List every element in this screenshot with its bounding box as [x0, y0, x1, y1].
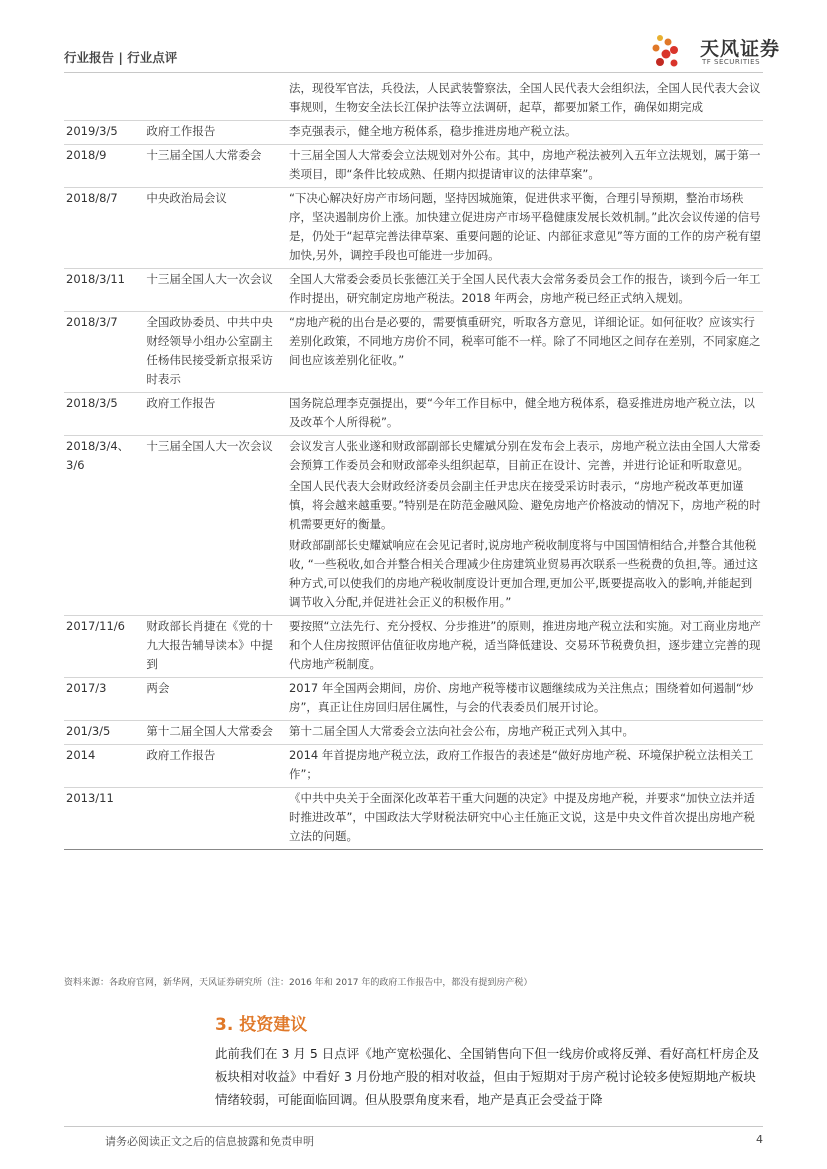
- footer-disclaimer: 请务必阅读正文之后的信息披露和免责申明: [105, 1135, 314, 1148]
- row-content-paragraph: 要按照“立法先行、充分授权、分步推进”的原则，推进房地产税立法和实施。对工商业房地产和个人住房按照评估值征收房地产税，适当降低建设、交易环节税费负担，逐步建立完善的现代房地产税制度。: [288, 619, 761, 671]
- footer-divider: [64, 1126, 763, 1127]
- investment-paragraph: 此前我们在 3 月 5 日点评《地产宽松强化、全国销售向下但一线房价或将反弹、看好高杠杆房企及板块相对收益》中看好 3 月份地产股的相对收益，但由于短期对于房产税讨论较多使短期地产板块情绪较弱，可能面临回调。但从股票角度来看，地产是真正会受益于降: [215, 1046, 760, 1107]
- row-date: 2013/11: [64, 788, 144, 850]
- row-date: [64, 78, 144, 121]
- row-event: 十三届全国人大一次会议: [144, 436, 287, 616]
- row-content: [287, 312, 763, 393]
- row-date: 201/3/5: [64, 721, 144, 745]
- row-event: [144, 78, 287, 121]
- row-event: 政府工作报告: [144, 393, 287, 436]
- row-date: 2018/3/7: [64, 312, 144, 393]
- source-note: 资料来源：各政府官网，新华网，天风证券研究所（注：2016 年和 2017 年的政府工作报告中，都没有提到房产税）: [64, 978, 533, 988]
- table-row: [64, 721, 763, 745]
- row-content-paragraph: 2014 年首提房地产税立法，政府工作报告的表述是“做好房地产税、环境保护税立法相关工作”；: [288, 748, 754, 781]
- table-row: [64, 788, 763, 850]
- row-content: [287, 436, 763, 616]
- row-event: [144, 788, 287, 850]
- row-content: [287, 616, 763, 678]
- row-event: 政府工作报告: [144, 745, 287, 788]
- row-content: [287, 745, 763, 788]
- row-date: 2017/3: [64, 678, 144, 721]
- row-content-paragraph: 全国人大常委会委员长张德江关于全国人民代表大会常务委员会工作的报告，谈到今后一年工作时提出，研究制定房地产税法。2018 年两会，房地产税已经正式纳入规划。: [288, 272, 761, 305]
- row-content-paragraph: 法，现役军官法，兵役法，人民武装警察法，全国人民代表大会组织法，全国人民代表大会议事规则，生物安全法长江保护法等立法调研，起草，都要加紧工作，确保如期完成: [288, 81, 761, 114]
- table-row: [64, 269, 763, 312]
- page-number: 4: [756, 1133, 763, 1146]
- row-content: [287, 78, 763, 121]
- table-row: [64, 616, 763, 678]
- table-body: [64, 78, 763, 850]
- table-row: [64, 678, 763, 721]
- row-content-paragraph: 《中共中央关于全面深化改革若干重大问题的决定》中提及房地产税，并要求“加快立法并适时推进改革”，中国政法大学财税法研究中心主任施正文说，这是中央文件首次提出房地产税立法的问题。: [288, 791, 755, 843]
- row-content-paragraph: “房地产税的出台是必要的，需要慎重研究，听取各方意见，详细论证。如何征收？应该实行差别化政策，不同地方房价不同，税率可能不一样。除了不同地区之间存在差别，不同家庭之间也应该差别化征收。”: [288, 315, 761, 367]
- row-content-paragraph: 全国人民代表大会财政经济委员会副主任尹忠庆在接受采访时表示，“房地产税改革更加谨慎，将会越来越重要。”特别是在防范金融风险、避免房地产价格波动的情况下，房地产税的时机需要更好的衡量。: [288, 479, 761, 531]
- row-content-paragraph: “下决心解决好房产市场问题，坚持因城施策，促进供求平衡，合理引导预期，整治市场秩序，坚决遏制房价上涨。加快建立促进房产市场平稳健康发展长效机制。”此次会议传递的信号是，仍处于“起草完善法律草案、重要问题的论证、内部征求意见”等方面的工作的房产税有望加快,另外，调控手段也可能进一步加码。: [288, 191, 761, 262]
- row-date: 2019/3/5: [64, 121, 144, 145]
- row-content: [287, 188, 763, 269]
- row-content: [287, 121, 763, 145]
- row-event: 全国政协委员、中共中央财经领导小组办公室副主任杨伟民接受新京报采访时表示: [144, 312, 287, 393]
- row-date: 2018/3/4、3/6: [64, 436, 144, 616]
- brand-name-cn: 天风证券: [700, 38, 781, 60]
- row-content: [287, 788, 763, 850]
- row-content-paragraph: 会议发言人张业遂和财政部副部长史耀斌分别在发布会上表示，房地产税立法由全国人大常委会预算工作委员会和财政部牵头组织起草，目前正在设计、完善，并进行论证和听取意见。: [288, 439, 761, 472]
- row-content-paragraph: 2017 年全国两会期间，房价、房地产税等楼市议题继续成为关注焦点；围绕着如何遏制“炒房”，真正让住房回归居住属性，与会的代表委员们展开讨论。: [288, 681, 754, 714]
- row-event: 两会: [144, 678, 287, 721]
- table-row: [64, 312, 763, 393]
- row-event: 十三届全国人大一次会议: [144, 269, 287, 312]
- row-content: [287, 269, 763, 312]
- report-header-label: 行业报告 | 行业点评: [64, 50, 178, 65]
- table-row: [64, 393, 763, 436]
- row-content: [287, 678, 763, 721]
- brand-name-en: TF SECURITIES: [702, 58, 761, 66]
- row-content: [287, 145, 763, 188]
- row-event: 中央政治局会议: [144, 188, 287, 269]
- row-content-paragraph: 国务院总理李克强提出，要“今年工作目标中，健全地方税体系，稳妥推进房地产税立法，以及改革个人所得税”。: [288, 396, 755, 429]
- row-event: 第十二届全国人大常委会: [144, 721, 287, 745]
- table-row: [64, 78, 763, 121]
- row-date: 2018/3/11: [64, 269, 144, 312]
- table-row: [64, 121, 763, 145]
- row-content-paragraph: 第十二届全国人大常委会立法向社会公布，房地产税正式列入其中。: [288, 724, 634, 738]
- legislation-timeline-table: [64, 78, 763, 850]
- row-content-paragraph: 财政部副部长史耀斌响应在会见记者时,说房地产税收制度将与中国国情相结合,并整合其他税收, “一些税收,如合并整合相关合理减少住房建筑业贸易再次联系一些税费的负担,等。通过这种方式,可以使我们的房地产税收制度设计更加合理,更加公平,既要提高收入的影响,并能起到调节收入分配,并促进社会正义的积极作用。”: [288, 538, 759, 609]
- table-row: [64, 145, 763, 188]
- row-content-paragraph: 十三届全国人大常委会立法规划对外公布。其中，房地产税法被列入五年立法规划，属于第一类项目，即“条件比较成熟、任期内拟提请审议的法律草案”。: [288, 148, 761, 181]
- row-content-paragraph: 李克强表示，健全地方税体系，稳步推进房地产税立法。: [288, 124, 577, 138]
- row-content: [287, 721, 763, 745]
- row-event: 政府工作报告: [144, 121, 287, 145]
- header-divider: [64, 72, 763, 73]
- table-row: [64, 436, 763, 616]
- row-event: 财政部长肖捷在《党的十九大报告辅导读本》中提到: [144, 616, 287, 678]
- row-date: 2017/11/6: [64, 616, 144, 678]
- table-row: [64, 745, 763, 788]
- row-date: 2018/3/5: [64, 393, 144, 436]
- row-date: 2014: [64, 745, 144, 788]
- row-date: 2018/8/7: [64, 188, 144, 269]
- table-row: [64, 188, 763, 269]
- row-content: [287, 393, 763, 436]
- row-date: 2018/9: [64, 145, 144, 188]
- section-title: 3. 投资建议: [215, 1015, 308, 1035]
- row-event: 十三届全国人大常委会: [144, 145, 287, 188]
